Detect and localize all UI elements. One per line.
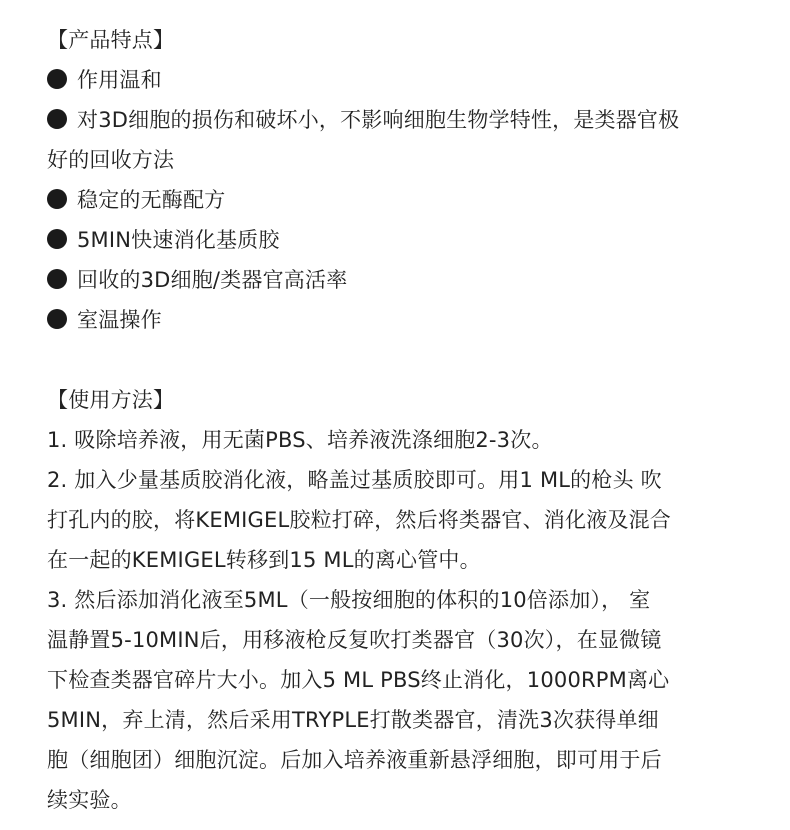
bullet-icon	[47, 69, 67, 89]
bullet-icon	[47, 269, 67, 289]
bullet-icon	[47, 109, 67, 129]
feature-text: 作用温和	[77, 68, 162, 92]
usage-line: 温静置5-10MIN后，用移液枪反复吹打类器官（30次），在显微镜	[47, 628, 662, 652]
bullet-icon	[47, 229, 67, 249]
feature-item-continuation: 好的回收方法	[47, 148, 175, 172]
usage-line: 胞（细胞团）细胞沉淀。后加入培养液重新悬浮细胞，即可用于后	[47, 748, 662, 772]
usage-line: 在一起的KEMIGEL转移到15 ML的离心管中。	[47, 548, 481, 572]
feature-text: 稳定的无酶配方	[77, 188, 226, 212]
usage-line: 续实验。	[47, 788, 132, 812]
document-body	[47, 20, 767, 820]
usage-line: 打孔内的胶，将KEMIGEL胶粒打碎，然后将类器官、消化液及混合	[47, 508, 671, 532]
feature-text: 室温操作	[77, 308, 162, 332]
usage-line: 5MIN，弃上清，然后采用TRYPLE打散类器官，清洗3次获得单细	[47, 708, 659, 732]
features-heading: 【产品特点】	[47, 28, 175, 52]
feature-text: 5MIN快速消化基质胶	[77, 228, 280, 252]
feature-item	[47, 180, 767, 220]
feature-item	[47, 220, 767, 260]
feature-text: 回收的3D细胞/类器官高活率	[77, 268, 348, 292]
bullet-icon	[47, 309, 67, 329]
usage-line: 3. 然后添加消化液至5ML（一般按细胞的体积的10倍添加）， 室	[47, 588, 651, 612]
usage-line: 下检查类器官碎片大小。加入5 ML PBS终止消化，1000RPM离心	[47, 668, 670, 692]
feature-item	[47, 300, 767, 340]
feature-item	[47, 100, 767, 140]
usage-line: 1. 吸除培养液，用无菌PBS、培养液洗涤细胞2-3次。	[47, 428, 553, 452]
feature-text: 对3D细胞的损伤和破坏小，不影响细胞生物学特性，是类器官极	[77, 108, 680, 132]
bullet-icon	[47, 189, 67, 209]
usage-line: 2. 加入少量基质胶消化液，略盖过基质胶即可。用1 ML的枪头 吹	[47, 468, 662, 492]
usage-heading: 【使用方法】	[47, 388, 175, 412]
feature-item	[47, 60, 767, 100]
feature-item	[47, 260, 767, 300]
section-spacer	[47, 340, 767, 380]
